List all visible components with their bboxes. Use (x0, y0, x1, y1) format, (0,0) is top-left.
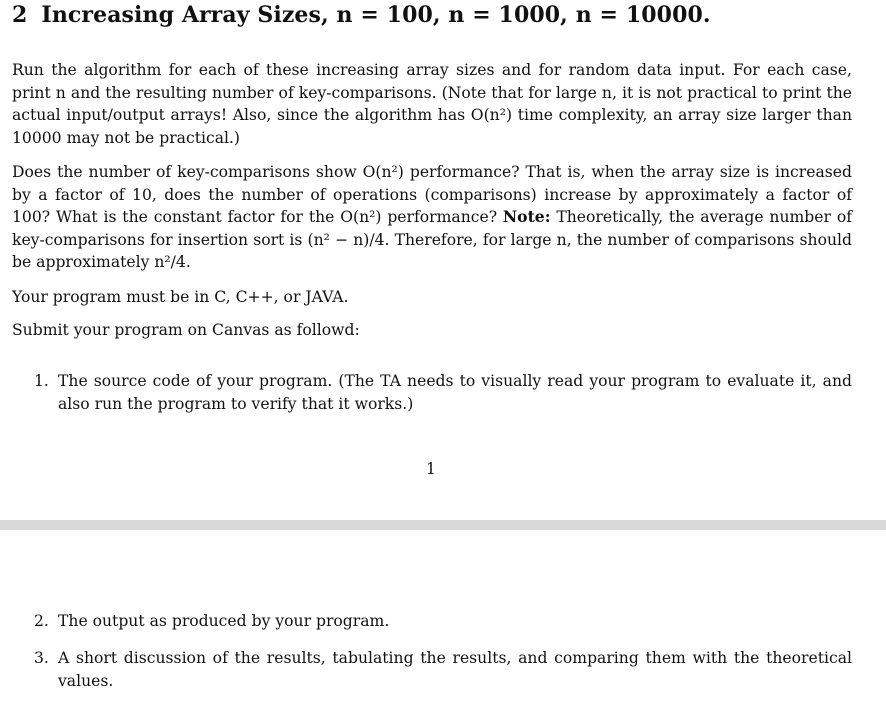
list-item-text: A short discussion of the results, tabulating the results, and comparing them with the theoretical values. (58, 649, 852, 690)
list-item-text: The output as produced by your program. (58, 612, 390, 630)
section-title-text: Increasing Array Sizes, n = 100, n = 1000, n = 10000. (41, 2, 711, 28)
paragraph-run-algorithm: Run the algorithm for each of these increasing array sizes and for random data input. For each case, print n and the resulting number of key-comparisons. (Note that for large n, it is not practical to print the actual input/output arrays! Also, since the algorithm has O(n²) time complexity, an array size larger than 10000 may not be practical.) (12, 61, 852, 147)
theoretical-note-text: Theoretically, the average number of key-comparisons for insertion sort is (n² − n)/4. Therefore, for large n, the number of comparisons should be approximately n²/4. (12, 208, 852, 271)
page-2 (0, 530, 886, 703)
list-marker: 3. (34, 649, 49, 667)
paragraph-performance-question (12, 161, 852, 274)
performance-question-text: Does the number of key-comparisons show O(n²) performance? That is, when the array size is increased by a factor of 10, does the number of operations (comparisons) increase by approximately a factor of 100? What is the constant factor for the O(n²) performance? (12, 163, 852, 226)
list-item-discussion (34, 647, 852, 692)
paragraph-submission: Submit your program on Canvas as followd: (12, 321, 360, 339)
list-item-text: The source code of your program. (The TA needs to visually read your program to evaluate it, and also run the program to verify that it works.) (58, 372, 852, 413)
section-heading (12, 2, 711, 28)
note-label: Note: (502, 207, 551, 226)
page-number: 1 (426, 460, 436, 478)
list-marker: 2. (34, 612, 49, 630)
list-item-source-code (34, 370, 852, 415)
list-marker: 1. (34, 372, 49, 390)
section-number: 2 (12, 2, 28, 28)
list-item-output (34, 610, 852, 633)
paragraph-language-requirement: Your program must be in C, C++, or JAVA. (12, 288, 349, 306)
page-break-divider (0, 520, 886, 530)
